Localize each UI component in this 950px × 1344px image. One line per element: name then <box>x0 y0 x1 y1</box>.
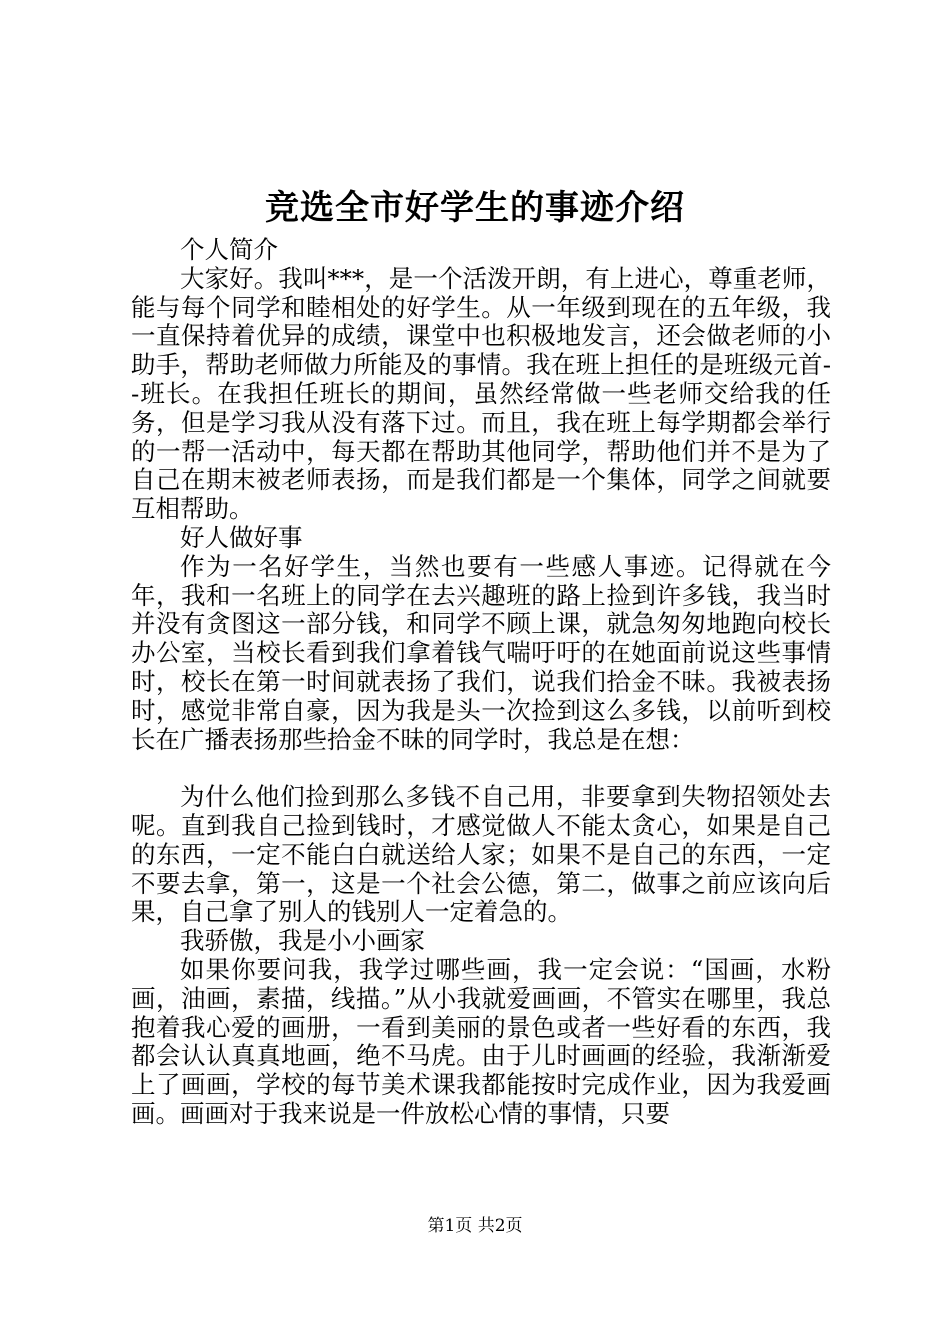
paragraph-painter: 如果你要问我，我学过哪些画，我一定会说：“国画，水粉画，油画，素描，线描。”从小我就爱画画，不管实在哪里，我总抱着我心爱的画册，一看到美丽的景色或者一些好看的东西，我都会认认真真地画，绝不马虎。由于儿时画画的经验，我渐渐爱上了画画，学校的每节美术课我都能按时完成作业，因为我爱画画。画画对于我来说是一件放松心情的事情，只要 <box>131 954 831 1128</box>
paragraph-good-deeds-2: 为什么他们捡到那么多钱不自己用，非要拿到失物招领处去呢。直到我自己捡到钱时，才感觉做人不能太贪心，如果是自己的东西，一定不能白白就送给人家；如果不是自己的东西，一定不要去拿，第一，这是一个社会公德，第二，做事之前应该向后果，自己拿了别人的钱别人一定着急的。 <box>131 782 831 927</box>
paragraph-profile: 大家好。我叫***，是一个活泼开朗，有上进心，尊重老师，能与每个同学和睦相处的好学生。从一年级到现在的五年级，我一直保持着优异的成绩，课堂中也积极地发言，还会做老师的小助手，帮助老师做力所能及的事情。我在班上担任的是班级元首--班长。在我担任班长的期间，虽然经常做一些老师交给我的任务，但是学习我从没有落下过。而且，我在班上每学期都会举行的一帮一活动中，每天都在帮助其他同学，帮助他们并不是为了自己在期末被老师表扬，而是我们都是一个集体，同学之间就要互相帮助。 <box>131 263 831 524</box>
section-heading-profile: 个人简介 <box>180 235 278 264</box>
paragraph-spacer <box>131 754 831 783</box>
document-body <box>131 236 831 1129</box>
page-footer: 第1页 共2页 <box>427 1216 523 1236</box>
section-heading-painter: 我骄傲，我是小小画家 <box>180 926 425 956</box>
paragraph-good-deeds-1: 作为一名好学生，当然也要有一些感人事迹。记得就在今年，我和一名班上的同学在去兴趣班的路上捡到许多钱，我当时并没有贪图这一部分钱，和同学不顾上课，就急匆匆地跑向校长办公室，当校长看到我们拿着钱气喘吁吁的在她面前说这些事情时，校长在第一时间就表扬了我们，说我们拾金不昧。我被表扬时，感觉非常自豪，因为我是头一次捡到这么多钱，以前听到校长在广播表扬那些拾金不昧的同学时，我总是在想： <box>131 551 831 754</box>
section-heading-good-deeds: 好人做好事 <box>180 522 303 552</box>
document-title: 竞选全市好学生的事迹介绍 <box>265 188 685 228</box>
